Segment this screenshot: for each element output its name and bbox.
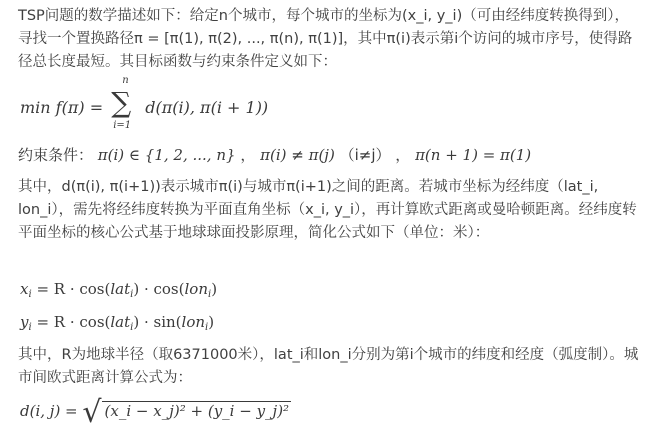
x-rhs-a: = R · cos( — [31, 280, 111, 298]
x-sub: i — [28, 289, 32, 300]
intro-paragraph: TSP问题的数学描述如下：给定n个城市，每个城市的坐标为(x_i, y_i)（可由经纬度转换得到），寻找一个置换路径π = [π(1), π(2), ..., π(n), π(1)]，其中π(i)表示第i个访问的城市序号，使得路径总长度最短。其目标函数与约束条件定义如下： — [18, 8, 633, 70]
sum-upper-limit: n — [122, 75, 129, 86]
y-formula — [20, 313, 214, 333]
objective-body: d(π(i), π(i + 1)) — [145, 98, 269, 117]
y-rhs-a: = R · cos( — [31, 313, 111, 331]
sum-lower-limit: i=1 — [113, 120, 132, 131]
objective-formula — [20, 75, 269, 131]
constraint-range: π(i) ∈ {1, 2, ..., n} — [97, 146, 236, 164]
y-lat: lat — [110, 313, 131, 331]
square-root — [82, 395, 291, 430]
distance-radicand: (x_i − x_j)² + (y_i − y_j)² — [102, 401, 292, 420]
constraint-separator: ， — [240, 146, 256, 164]
constraints-line — [18, 144, 531, 165]
x-lon: lon — [184, 280, 208, 298]
earth-radius-paragraph: 其中，R为地球半径（取6371000米），lat_i和lon_i分别为第i个城市的纬度和经度（弧度制）。城市间欧式距离计算公式为： — [18, 347, 639, 386]
constraint-distinct-note: （i≠j） — [339, 146, 391, 164]
x-lat: lat — [110, 280, 131, 298]
x-lat-sub: i — [130, 289, 134, 300]
constraints-label: 约束条件： — [18, 146, 94, 164]
constraint-distinct: π(i) ≠ π(j) — [260, 146, 335, 164]
y-rhs-b: ) · sin( — [133, 313, 182, 331]
y-lon-sub: i — [205, 322, 209, 333]
x-var: x — [20, 280, 29, 298]
x-formula — [20, 280, 217, 300]
y-lat-sub: i — [130, 322, 134, 333]
x-rhs-b: ) · cos( — [133, 280, 185, 298]
summation-symbol: n ∑ i=1 — [111, 75, 132, 131]
y-sub: i — [28, 322, 32, 333]
y-var: y — [20, 313, 29, 331]
y-rhs-c: ) — [208, 313, 215, 331]
distance-formula — [20, 395, 291, 430]
coordinate-paragraph: 其中，d(π(i), π(i+1))表示城市π(i)与城市π(i+1)之间的距离。若城市坐标为经纬度（lat_i, lon_i），需先将经纬度转换为平面直角坐标（x_i, y_i），再计算欧式距离或曼哈顿距离。经纬度转平面坐标的核心公式基于地球球面投影原理，简化公式如下（单位：米）： — [18, 179, 637, 241]
distance-lhs: d(i, j) = — [20, 402, 78, 420]
x-rhs-c: ) — [211, 280, 218, 298]
constraint-separator: ， — [395, 146, 411, 164]
constraint-closure: π(n + 1) = π(1) — [415, 146, 532, 164]
y-lon: lon — [181, 313, 206, 331]
x-lon-sub: i — [207, 289, 212, 300]
sqrt-icon: √ — [82, 395, 102, 430]
objective-lhs: min f(π) = — [20, 98, 104, 117]
